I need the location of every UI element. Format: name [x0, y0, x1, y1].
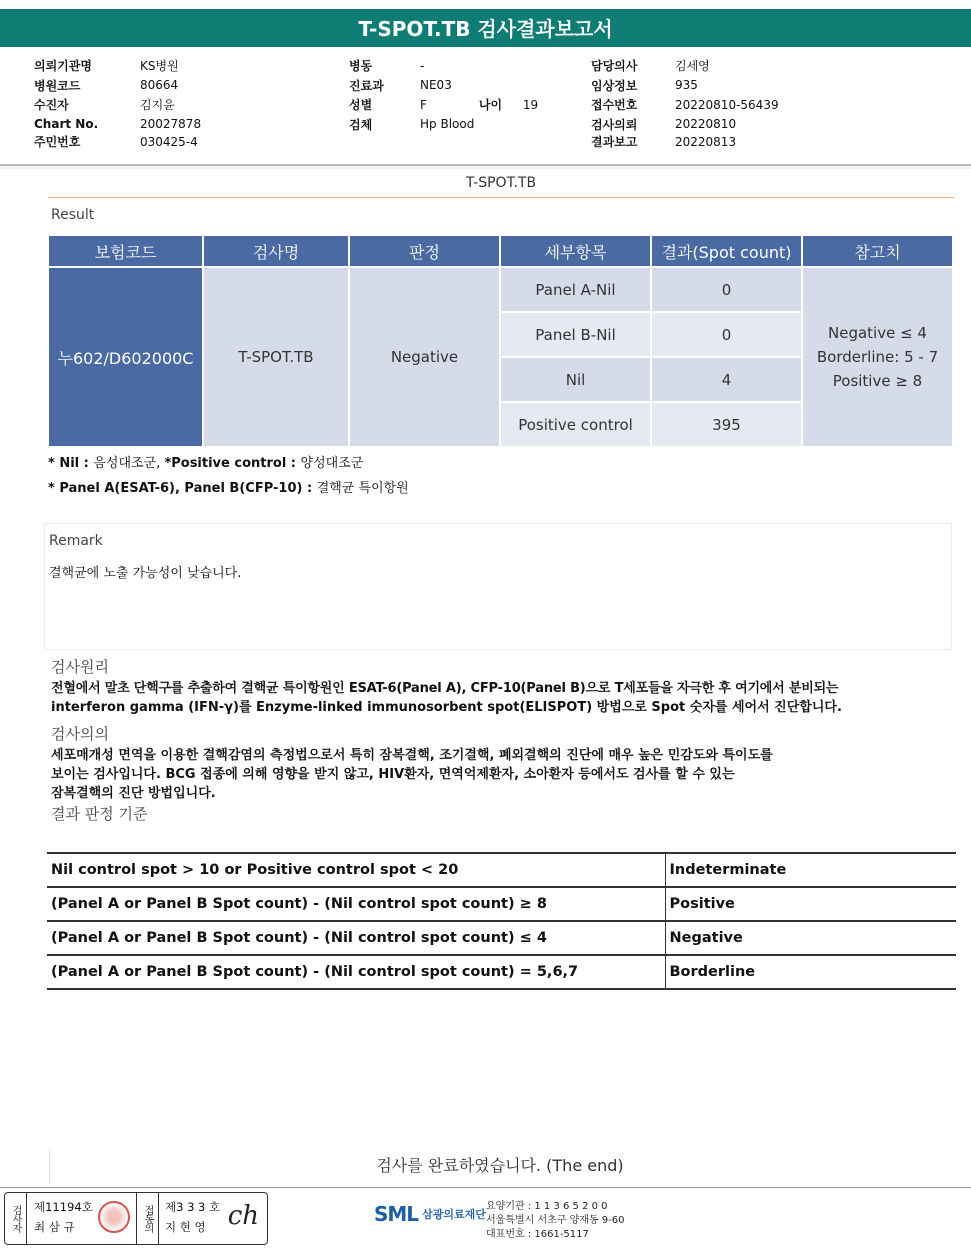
info-value: - [420, 58, 425, 73]
header-judgement: 판정 [350, 236, 499, 266]
reference-values [803, 268, 952, 446]
info-label: 검사의뢰 [591, 117, 638, 132]
note-panels [48, 477, 409, 496]
significance-line: 잠복결핵의 진단 방법입니다. [51, 786, 216, 801]
info-value: 935 [675, 78, 698, 93]
info-value: 20027878 [140, 117, 202, 132]
criteria-condition: (Panel A or Panel B Spot count) - (Nil control spot count) ≥ 8 [47, 887, 665, 921]
criteria-result: Indeterminate [665, 853, 956, 887]
remark-text: 결핵균에 노출 가능성이 낮습니다. [49, 566, 242, 581]
sub-item-value: 4 [652, 358, 801, 401]
tester-license: 제11194호 [34, 1200, 93, 1214]
sub-item-name: Panel B-Nil [501, 313, 650, 356]
test-description [47, 650, 956, 824]
logo-mark-icon [366, 1199, 374, 1229]
sub-item-name: Panel A-Nil [501, 268, 650, 311]
report-title: T-SPOT.TB 검사결과보고서 [0, 9, 971, 47]
criteria-condition: Nil control spot > 10 or Positive control spot < 20 [47, 853, 665, 887]
criteria-result: Negative [665, 921, 956, 955]
principle-line: 전혈에서 말초 단핵구를 추출하여 결핵균 특이항원인 ESAT-6(Panel A), CFP-10(Panel B)으로 T세포들을 자극한 후 여기에서 분비되는 [51, 681, 839, 696]
remark-title: Remark [49, 533, 103, 549]
criteria-row [47, 853, 956, 887]
confirmer-label: 접동의 [137, 1193, 159, 1244]
header-reference: 참고치 [803, 236, 952, 266]
note-bold: *Positive control : [164, 456, 301, 471]
info-label: 성별 [349, 98, 373, 113]
confirmer-license: 제3 3 3 호 [165, 1200, 221, 1214]
end-text: 검사를 완료하였습니다. (The end) [376, 1156, 624, 1175]
sub-item-name: Positive control [501, 403, 650, 446]
sub-item-value: 0 [652, 268, 801, 311]
header-result: 결과(Spot count) [652, 236, 801, 266]
footer-divider [0, 1187, 971, 1188]
header-test-name: 검사명 [204, 236, 348, 266]
info-label: 접수번호 [591, 98, 638, 113]
test-name: T-SPOT.TB [204, 268, 348, 446]
info-label: 수진자 [34, 98, 69, 113]
note-bold: * Panel A(ESAT-6), Panel B(CFP-10) : [48, 481, 317, 496]
criteria-row [47, 921, 956, 955]
info-value: F [420, 97, 427, 112]
insurance-code: 누602/D602000C [49, 268, 202, 446]
result-table [47, 234, 954, 448]
info-label: 의뢰기관명 [34, 59, 92, 74]
reference-borderline: Borderline: 5 - 7 [816, 348, 939, 366]
info-column-3 [591, 56, 779, 149]
judgement: Negative [350, 268, 499, 446]
info-label: Chart No. [34, 117, 99, 132]
result-label: Result [51, 207, 95, 223]
criteria-row [47, 887, 956, 921]
signature-icon: ch [227, 1201, 259, 1231]
info-label: 임상정보 [591, 78, 638, 93]
header-sub-item: 세부항목 [501, 236, 650, 266]
info-column-1 [34, 56, 201, 149]
info-value: 김세영 [675, 59, 710, 74]
reference-positive: Positive ≥ 8 [832, 372, 923, 390]
sub-item-value: 395 [652, 403, 801, 446]
remark-box [44, 523, 952, 650]
info-value: 030425-4 [140, 134, 198, 149]
confirmer-block [159, 1193, 267, 1244]
address-line: 대표번호 : 1661-5117 [486, 1229, 589, 1240]
confirmer-name: 지 현 영 [165, 1220, 206, 1234]
criteria-result: Positive [665, 887, 956, 921]
principle-line: interferon gamma (IFN-γ)를 Enzyme-linked immunosorbent spot(ELISPOT) 방법으로 Spot 숫자를 세어서 진단합니다. [51, 700, 842, 715]
section-title: T-SPOT.TB [48, 172, 954, 198]
info-label: 결과보고 [591, 135, 638, 149]
info-value: 20220810-56439 [675, 97, 779, 112]
signature-box [4, 1192, 268, 1245]
criteria-condition: (Panel A or Panel B Spot count) - (Nil control spot count) = 5,6,7 [47, 955, 665, 989]
info-value: KS병원 [140, 59, 179, 74]
info-value: 20220810 [675, 117, 737, 132]
note-text: 결핵균 특이항원 [316, 481, 409, 496]
significance-line: 세포매개성 면역을 이용한 결핵감염의 측정법으로서 특히 잠복결핵, 조기결핵, 폐외결핵의 진단에 매우 높은 민감도와 특이도를 [51, 748, 773, 763]
note-text: 양성대조군 [300, 456, 364, 471]
sml-logo [366, 1199, 486, 1229]
note-bold: * Nil : [48, 456, 94, 471]
logo-korean-text: 삼광의료재단 [422, 1208, 486, 1221]
info-label: 주민번호 [34, 135, 81, 149]
info-label: 담당의사 [591, 59, 638, 74]
header-divider-shadow [0, 166, 971, 169]
criteria-condition: (Panel A or Panel B Spot count) - (Nil control spot count) ≤ 4 [47, 921, 665, 955]
age-label: 나이 [478, 98, 503, 113]
info-label: 검체 [349, 117, 373, 132]
info-label: 진료과 [349, 78, 384, 93]
logo-sml-text: SML [374, 1202, 419, 1226]
info-column-2 [349, 56, 538, 134]
tester-label: 검사자 [5, 1193, 27, 1244]
address-line: 서울특별시 서초구 양재동 9-60 [486, 1215, 625, 1226]
criteria-table [47, 852, 956, 990]
info-value: 80664 [140, 78, 179, 93]
info-label: 병원코드 [34, 78, 81, 93]
info-value: Hp Blood [420, 117, 475, 132]
tester-name: 최 삼 규 [34, 1220, 75, 1234]
tester-block [27, 1193, 137, 1244]
info-value: 20220813 [675, 134, 737, 149]
address-line: 요양기관 : 1 1 3 6 5 2 0 0 [486, 1201, 608, 1212]
principle-title: 검사원리 [51, 658, 109, 676]
header-insurance-code: 보험코드 [49, 236, 202, 266]
age-value: 19 [522, 97, 539, 112]
reference-negative: Negative ≤ 4 [828, 324, 927, 342]
sub-item-value: 0 [652, 313, 801, 356]
note-text: 음성대조군, [93, 456, 165, 471]
info-value: 김지윤 [140, 98, 175, 113]
lab-address [486, 1200, 625, 1242]
criteria-title: 결과 판정 기준 [51, 805, 148, 823]
criteria-row [47, 955, 956, 989]
criteria-result: Borderline [665, 955, 956, 989]
seal-stamp-icon [98, 1201, 130, 1233]
note-controls [48, 452, 363, 471]
significance-line: 보이는 검사입니다. BCG 접종에 의해 영향을 받지 않고, HIV환자, 면역억제환자, 소아환자 등에서도 검사를 할 수 있는 [51, 767, 735, 782]
sub-item-name: Nil [501, 358, 650, 401]
info-label: 병동 [349, 59, 373, 74]
info-value: NE03 [420, 78, 452, 93]
significance-title: 검사의의 [51, 725, 109, 743]
